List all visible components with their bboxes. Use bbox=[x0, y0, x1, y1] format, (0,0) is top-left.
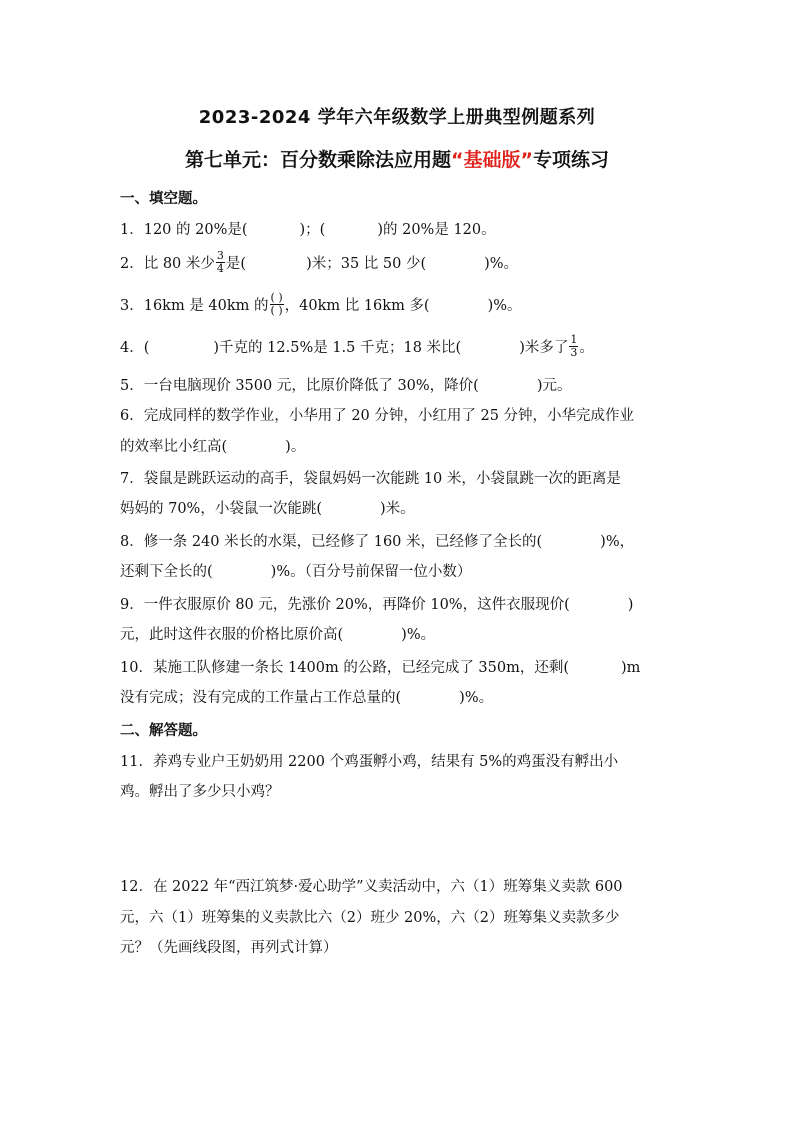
q5-text-a: 5．一台电脑现价 3500 元，比原价降低了 30%，降价( bbox=[120, 378, 479, 394]
q1-text-a: 1．120 的 20%是( bbox=[120, 222, 248, 238]
q3-text-c: )%。 bbox=[487, 297, 522, 314]
q9-text-d: )%。 bbox=[401, 627, 436, 643]
q2-text-a: 2．比 80 米少 bbox=[120, 255, 215, 272]
subtitle-highlight: “基础版” bbox=[451, 149, 533, 171]
q2-fraction bbox=[216, 250, 225, 275]
question-11-line-1: 11．养鸡专业户王奶奶用 2200 个鸡蛋孵小鸡，结果有 5%的鸡蛋没有孵出小 bbox=[120, 754, 619, 770]
question-7-line-1: 7．袋鼠是跳跃运动的高手，袋鼠妈妈一次能跳 10 米，小袋鼠跳一次的距离是 bbox=[120, 471, 621, 487]
q10-text-a: 10．某施工队修建一条长 1400m 的公路，已经完成了 350m，还剩( bbox=[120, 660, 570, 676]
q4-text-b: )千克的 12.5%是 1.5 千克；18 米比( bbox=[213, 339, 462, 356]
worksheet-title: 2023-2024 学年六年级数学上册典型例题系列 bbox=[198, 107, 596, 128]
question-10-line-2 bbox=[120, 686, 680, 707]
section-answer-heading: 二、解答题。 bbox=[120, 723, 207, 739]
question-7-line-2 bbox=[120, 497, 680, 518]
q6-text-b: )。 bbox=[285, 439, 306, 455]
q8-text-c: 还剩下全长的( bbox=[120, 564, 213, 580]
question-2 bbox=[120, 247, 680, 277]
q2-fraction-denominator: 4 bbox=[216, 261, 224, 275]
question-5 bbox=[120, 374, 680, 395]
question-4 bbox=[120, 330, 680, 362]
q7-text-b: )米。 bbox=[380, 501, 415, 517]
q10-text-c: 没有完成；没有完成的工作量占工作总量的( bbox=[120, 690, 402, 706]
q5-text-b: )元。 bbox=[536, 378, 572, 394]
q10-text-b: )m bbox=[621, 660, 641, 676]
question-9-line-2 bbox=[120, 623, 680, 644]
q2-text-d: )%。 bbox=[484, 255, 519, 272]
question-12-line-1: 12．在 2022 年“西江筑梦·爱心助学”义卖活动中，六（1）班筹集义卖款 600 bbox=[120, 879, 623, 895]
q4-text-a: 4．( bbox=[120, 339, 150, 356]
worksheet-subtitle bbox=[0, 145, 794, 172]
q9-text-c: 元，此时这件衣服的价格比原价高( bbox=[120, 627, 344, 643]
question-9-line-1 bbox=[120, 593, 680, 614]
q2-text-c: )米；35 比 50 少( bbox=[306, 255, 427, 272]
subtitle-main: 第七单元：百分数乘除法应用题 bbox=[184, 149, 451, 171]
section-fill-blank-heading: 一、填空题。 bbox=[120, 191, 207, 207]
q6-text-a: 的效率比小红高( bbox=[120, 439, 228, 455]
q1-text-c: )的 20%是 120。 bbox=[377, 222, 496, 238]
q2-fraction-numerator: 3 bbox=[216, 248, 224, 262]
q3-fraction-numerator: ( ) bbox=[270, 290, 283, 304]
q3-text-b: ，40km 比 16km 多( bbox=[284, 297, 430, 314]
q8-text-a: 8．修一条 240 米长的水渠，已经修了 160 米，已经修了全长的( bbox=[120, 534, 543, 550]
q3-fraction-denominator: ( ) bbox=[270, 303, 283, 317]
q4-fraction bbox=[569, 334, 578, 359]
q3-text-a: 3．16km 是 40km 的 bbox=[120, 297, 269, 314]
q4-fraction-numerator: 1 bbox=[570, 332, 578, 346]
subtitle-suffix: 专项练习 bbox=[532, 149, 609, 171]
q4-fraction-denominator: 3 bbox=[570, 345, 578, 359]
q1-text-b: )；( bbox=[299, 222, 326, 238]
q3-fraction-blank[interactable] bbox=[270, 292, 284, 317]
q2-text-b: 是( bbox=[225, 255, 247, 272]
q10-text-d: )%。 bbox=[459, 690, 494, 706]
q8-text-b: )%， bbox=[600, 534, 635, 550]
question-8-line-1 bbox=[120, 530, 680, 551]
q9-text-b: ) bbox=[627, 597, 634, 613]
q9-text-a: 9．一件衣服原价 80 元，先涨价 20%，再降价 10%，这件衣服现价( bbox=[120, 597, 570, 613]
question-8-line-2 bbox=[120, 560, 680, 581]
question-11-line-2: 鸡。孵出了多少只小鸡？ bbox=[120, 784, 280, 800]
q8-text-d: )%。（百分号前保留一位小数） bbox=[270, 564, 472, 580]
question-1 bbox=[120, 218, 680, 239]
question-6-line-1: 6．完成同样的数学作业，小华用了 20 分钟，小红用了 25 分钟，小华完成作业 bbox=[120, 408, 635, 424]
q4-text-d: 。 bbox=[579, 339, 594, 356]
q7-text-a: 妈妈的 70%，小袋鼠一次能跳( bbox=[120, 501, 322, 517]
q4-text-c: )米多了 bbox=[519, 339, 569, 356]
question-10-line-1 bbox=[120, 656, 680, 677]
question-12-line-2: 元，六（1）班筹集的义卖款比六（2）班少 20%，六（2）班筹集义卖款多少 bbox=[120, 910, 620, 926]
question-6-line-2 bbox=[120, 435, 680, 456]
question-12-line-3: 元？（先画线段图，再列式计算） bbox=[120, 940, 338, 956]
question-3 bbox=[120, 287, 680, 321]
